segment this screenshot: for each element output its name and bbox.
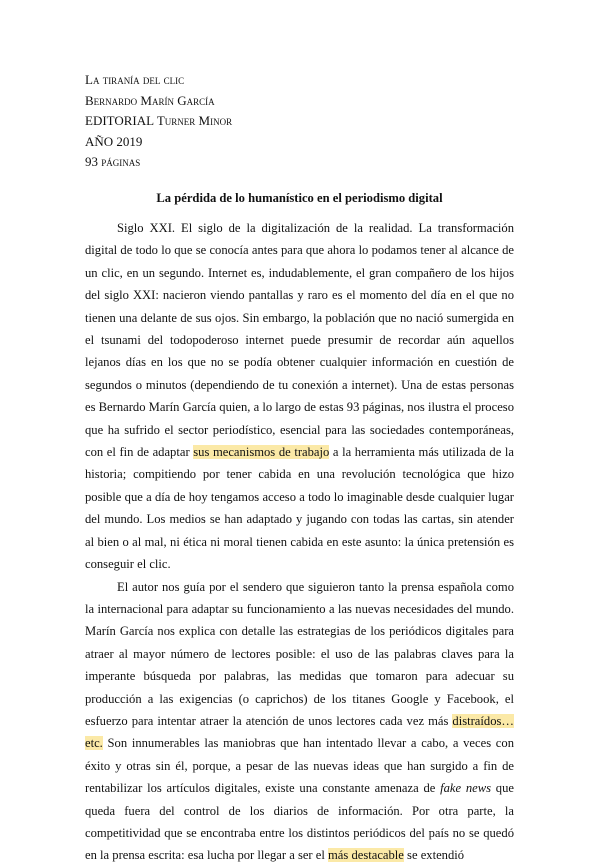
pages-word: páginas <box>101 154 141 169</box>
highlight-distraidos: distraídos… etc. <box>85 713 514 751</box>
highlight-destacable: más destacable <box>328 848 404 863</box>
p2-text-c: que queda fuera del control de los diarios de información. Por otra parte, la competitividad que se encontraba entre los distintos periódicos del país no se quedó en la prensa escrita: esa lucha por llegar a ser el <box>85 781 514 863</box>
paragraph-1 <box>85 217 514 576</box>
book-publisher <box>85 111 232 132</box>
publisher-prefix: EDITORIAL <box>85 113 157 128</box>
p2-text-b: Son innumerables las maniobras que han intentado llevar a cabo, a veces con éxito y otras sin él, porque, a pesar de las nuevas ideas que han surgido a fin de rentabilizar los artículos digitales, existe una constante amenaza de <box>85 736 514 796</box>
review-heading: La pérdida de lo humanístico en el periodismo digital <box>156 191 443 205</box>
p2-text-a: El autor nos guía por el sendero que siguieron tanto la prensa española como la internacional para adaptar su funcionamiento a las nuevas necesidades del mundo. Marín García nos explica con detalle las estrategias de los periódicos digitales para atraer al mayor número de lectores posible: el uso de las palabras claves para la imperante búsqueda por palabras, las medidas que tomaron para adecuar su producción a las exigencias (o caprichos) de los titanes Google y Facebook, el esfuerzo para intentar atraer la atención de unos lectores cada vez más <box>85 579 514 728</box>
book-pages <box>85 152 232 173</box>
publisher-name: Turner Minor <box>156 113 233 128</box>
bibliographic-info <box>85 70 232 173</box>
p2-text-d: se extendió <box>403 848 465 863</box>
p1-text-a: Siglo XXI. El siglo de la digitalización de la realidad. La transformación digital de todo lo que se conocía antes para que ahora lo podamos tener al alcance de un clic, en un segundo. Internet es, indudablemente, el gran compañero de los hijos del siglo XXI: nacieron viendo pantallas y raro es el momento del día en el que no tienen una delante de sus ojos. Sin embargo, la población que no nació sumergida en el tsunami del todopoderoso internet puede presumir de recordar aún aquellos lejanos días en los que no se podía obtener cualquier información en cuestión de segundos o minutos (dependiendo de tu conexión a internet). Una de estas personas es Bernardo Marín García quien, a lo largo de estas 93 páginas, nos ilustra el proceso que ha sufrido el sector periodístico, esencial para las sociedades contemporáneas, con el fin de adaptar <box>85 221 514 460</box>
paragraph-2 <box>85 576 514 867</box>
highlight-mecanismos: sus mecanismos de trabajo <box>193 445 330 460</box>
pages-number: 93 <box>85 154 102 169</box>
p1-text-b: a la herramienta más utilizada de la historia; compitiendo por tener cabida en una revolución tecnológica que hizo posible que a día de hoy tengamos acceso a todo lo imaginable desde cualquier lugar del mundo. Los medios se han adaptado y jugando con todas las cartas, sin atender al bien o al mal, ni ética ni moral tienen cabida en este asunto: la única pretensión es conseguir el clic. <box>85 445 514 572</box>
book-year: AÑO 2019 <box>85 133 143 149</box>
book-title: La tiranía del clic <box>85 72 185 87</box>
review-body <box>85 217 514 867</box>
fake-news-term: fake news <box>440 781 492 796</box>
book-author: Bernardo Marín García <box>85 92 215 108</box>
